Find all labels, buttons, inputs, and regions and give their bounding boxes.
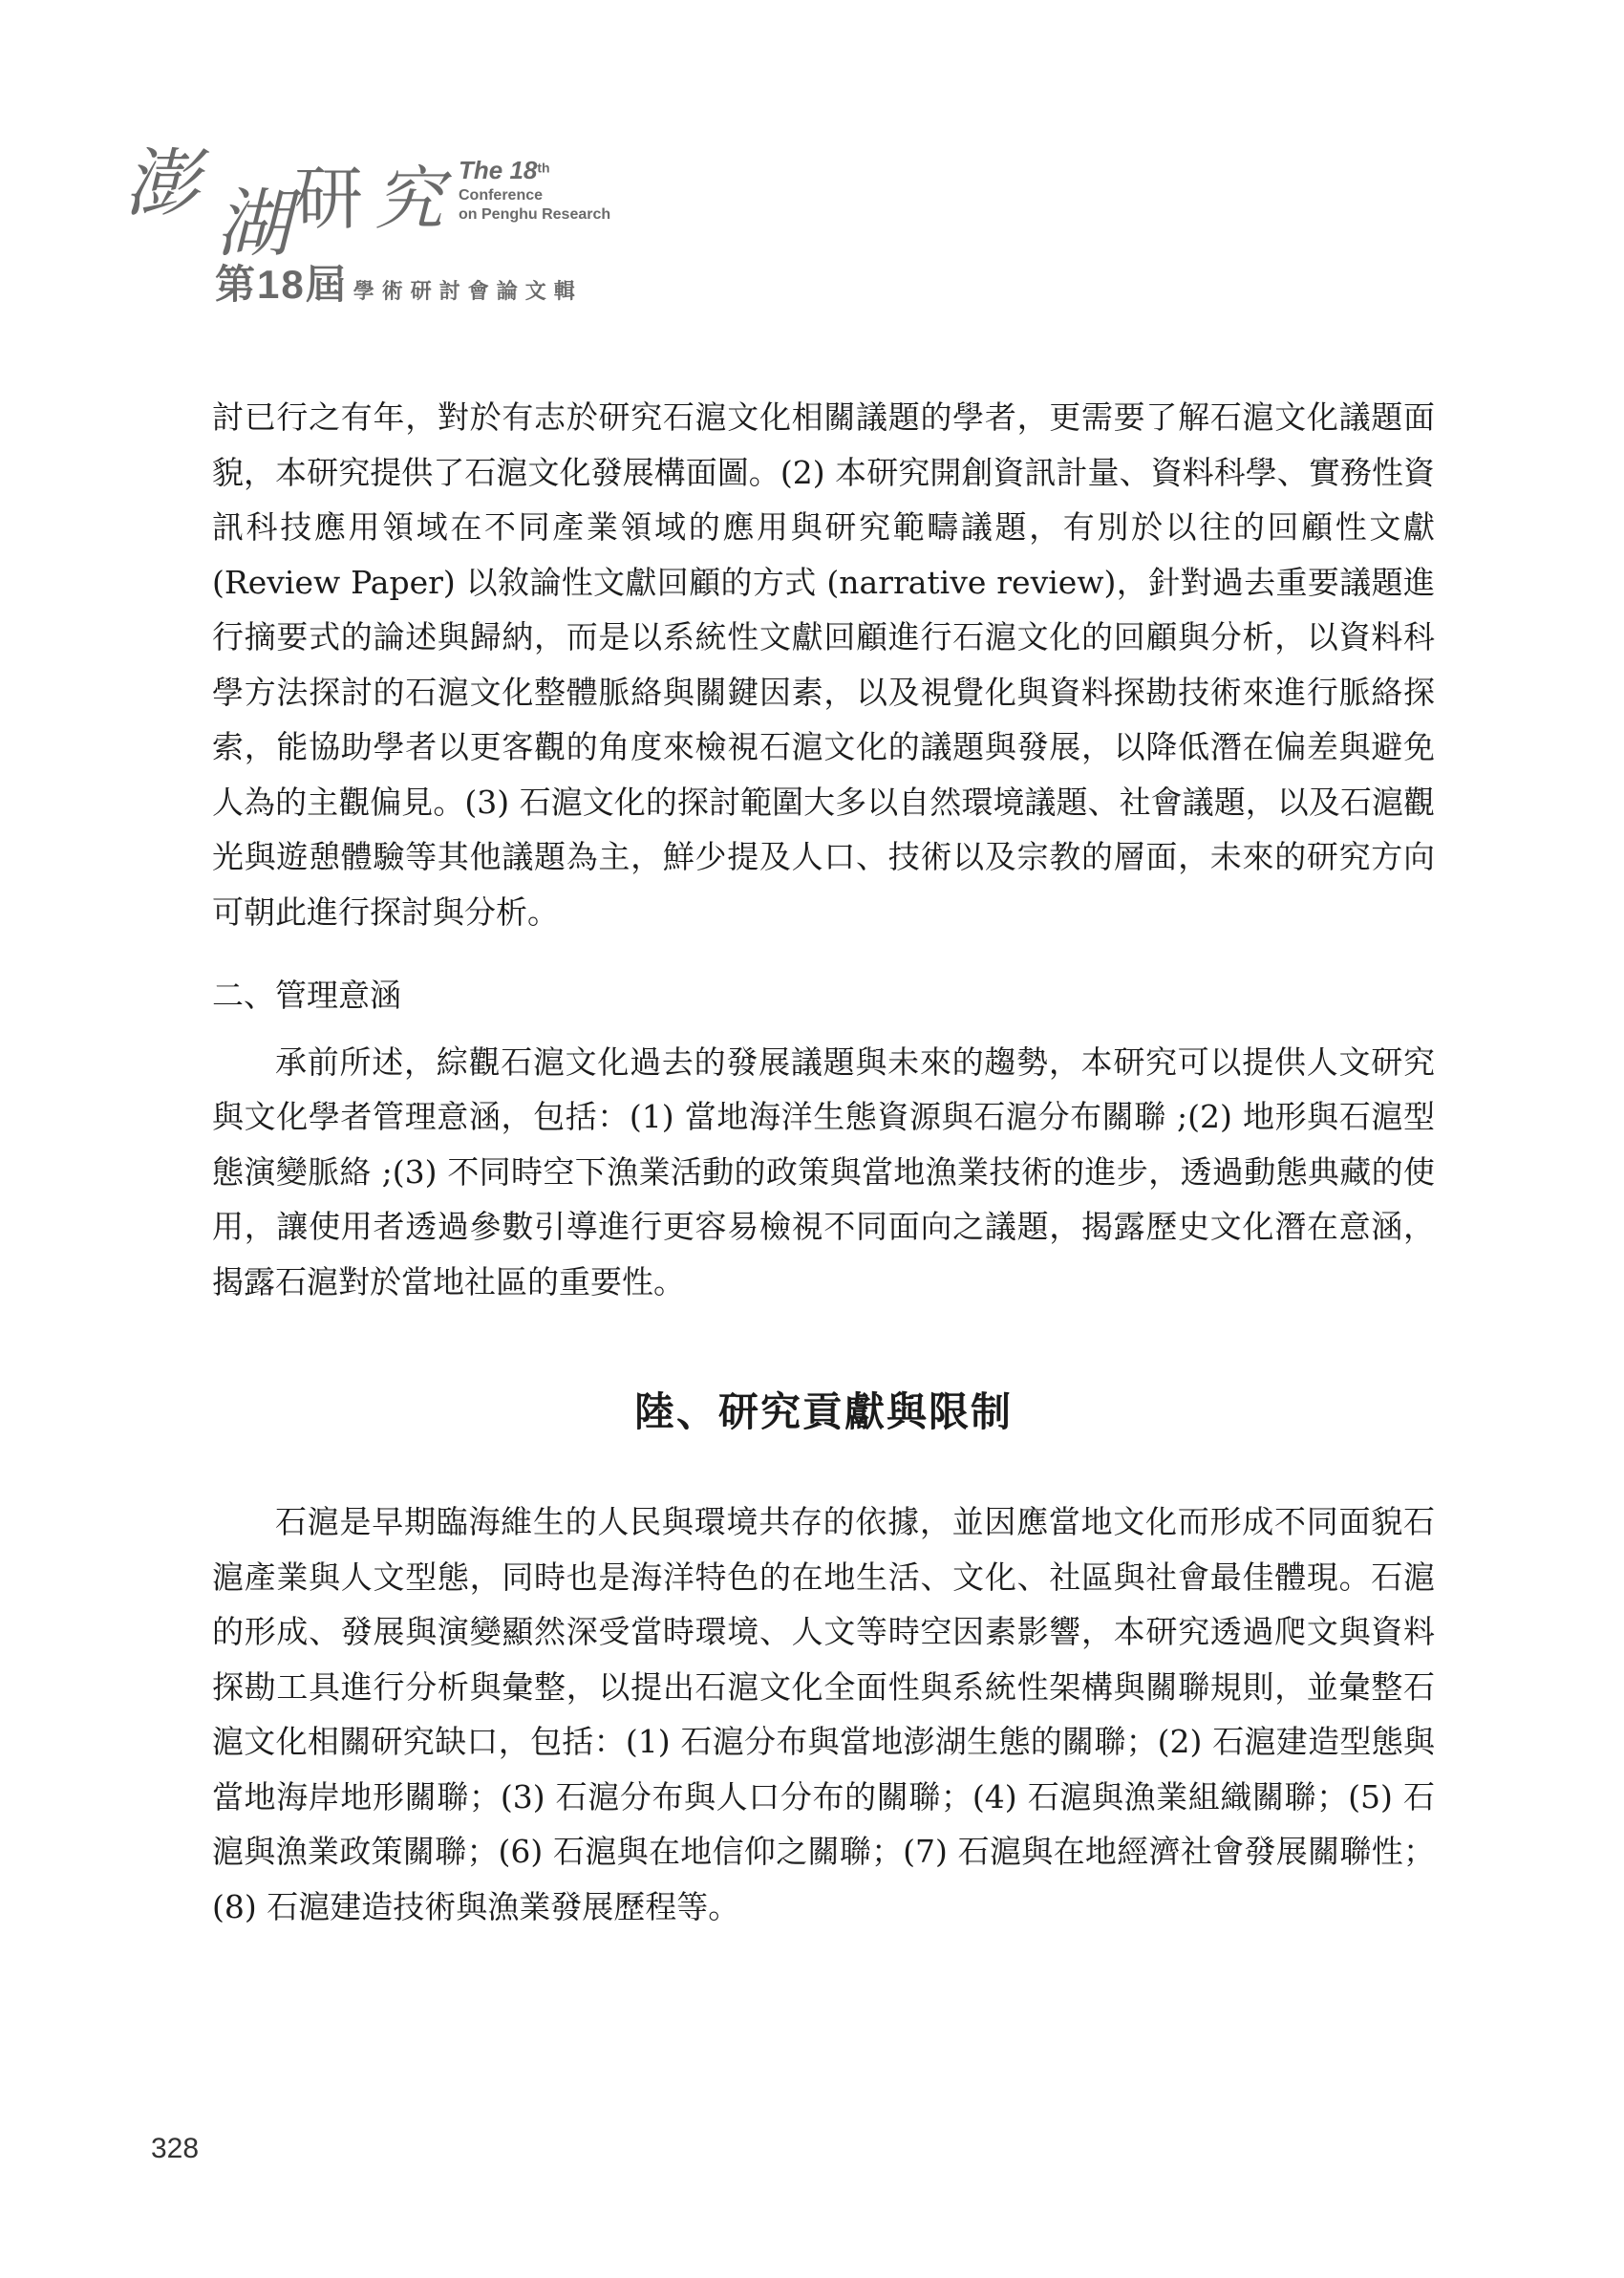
page-body: [212, 390, 1435, 1934]
conference-edition-suffix: th: [537, 160, 550, 176]
page-number: 328: [151, 2133, 200, 2164]
edition-number: 第18屆: [215, 262, 348, 307]
logo-char-2: 湖: [216, 182, 295, 268]
conference-edition-en: The 18: [459, 156, 538, 184]
conference-word: Conference: [459, 186, 544, 204]
logo-char-4: 究: [374, 159, 448, 239]
paragraph-management-implications: 承前所述，綜觀石滬文化過去的發展議題與未來的趨勢，本研究可以提供人文研究與文化學者管理意涵，包括：(1) 當地海洋生態資源與石滬分布關聯 ;(2) 地形與石滬型態演變脈絡 ;(3) 不同時空下漁業活動的政策與當地漁業技術的進步，透過動態典藏的使用，讓使用者透過參數引導進行更容易檢視不同面向之議題，揭露歷史文化潛在意涵，揭露石滬對於當地社區的重要性。: [212, 1042, 1435, 1300]
proceedings-label: 學術研討會論文輯: [353, 279, 583, 303]
conference-topic: on Penghu Research: [459, 205, 611, 223]
logo-char-1: 澎: [124, 141, 203, 227]
section-heading: 陸、研究貢獻與限制: [633, 1388, 1013, 1435]
paragraph-contributions: 石滬是早期臨海維生的人民與環境共存的依據，並因應當地文化而形成不同面貌石滬產業與人文型態，同時也是海洋特色的在地生活、文化、社區與社會最佳體現。石滬的形成、發展與演變顯然深受當時環境、人文等時空因素影響，本研究透過爬文與資料探勘工具進行分析與彙整，以提出石滬文化全面性與系統性架構與關聯規則，並彙整石滬文化相關研究缺口，包括：(1) 石滬分布與當地澎湖生態的關聯；(2) 石滬建造型態與當地海岸地形關聯；(3) 石滬分布與人口分布的關聯；(4) 石滬與漁業組織關聯；(5) 石滬與漁業政策關聯；(6) 石滬與在地信仰之關聯；(7) 石滬與在地經濟社會發展關聯性；(8) 石滬建造技術與漁業發展歷程等。: [212, 1503, 1436, 1925]
conference-english-title: [459, 155, 610, 225]
subsection-heading: 二、管理意涵: [212, 977, 401, 1014]
edition-line: [215, 253, 583, 311]
paragraph-continued: 討已行之有年，對於有志於研究石滬文化相關議題的學者，更需要了解石滬文化議題面貌，本研究提供了石滬文化發展構面圖。(2) 本研究開創資訊計量、資料科學、實務性資訊科技應用領域在不同產業領域的應用與研究範疇議題，有別於以往的回顧性文獻 (Review Paper) 以敘論性文獻回顧的方式 (narrative review)，針對過去重要議題進行摘要式的論述與歸納，而是以系統性文獻回顧進行石滬文化的回顧與分析，以資料科學方法探討的石滬文化整體脈絡與關鍵因素，以及視覺化與資料探勘技術來進行脈絡探索，能協助學者以更客觀的角度來檢視石滬文化的議題與發展，以降低潛在偏差與避免人為的主觀偏見。(3) 石滬文化的探討範圍大多以自然環境議題、社會議題，以及石滬觀光與遊憩體驗等其他議題為主，鮮少提及人口、技術以及宗教的層面，未來的研究方向可朝此進行探討與分析。: [212, 398, 1435, 931]
logo-char-3: 研: [294, 159, 368, 239]
conference-header: [124, 115, 659, 306]
